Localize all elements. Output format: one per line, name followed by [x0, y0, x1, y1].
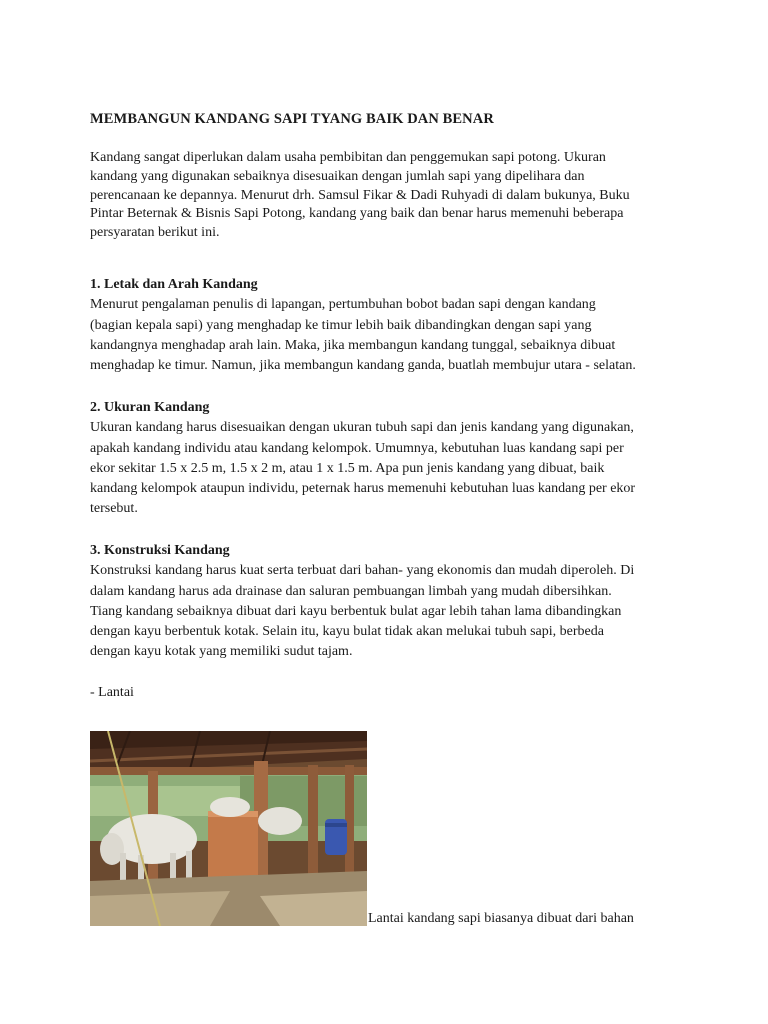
text-line: Pintar Beternak & Bisnis Sapi Potong, kandang yang baik dan benar harus memenuhi beberapa [90, 206, 624, 222]
text-line: tersebut. [90, 501, 138, 517]
text-line: kandangnya menghadap arah lain. Maka, jika membangun kandang tunggal, sebaiknya dibuat [90, 337, 616, 353]
text-line: dengan kayu berbentuk kotak. Selain itu, kayu bulat tidak akan melukai tubuh sapi, berbeda [90, 624, 604, 640]
text-line: Kandang sangat diperlukan dalam usaha pembibitan dan penggemukan sapi potong. Ukuran [90, 150, 606, 165]
text-line: Ukuran kandang harus disesuaikan dengan ukuran tubuh sapi dan jenis kandang yang digunakan, [90, 420, 634, 436]
text-line: dalam kandang harus ada drainase dan saluran pembuangan limbah yang mudah dibersihkan. [90, 583, 612, 599]
section-ukuran [90, 398, 690, 520]
section-letak-arah [90, 275, 690, 376]
section-konstruksi [90, 541, 690, 663]
text-line: (bagian kepala sapi) yang menghadap ke timur lebih baik dibandingkan dengan sapi yang [90, 317, 592, 333]
intro-paragraph [90, 149, 690, 243]
text-line: Tiang kandang sebaiknya dibuat dari kayu berbentuk bulat agar lebih tahan lama dibandingkan [90, 603, 622, 619]
text-line: Menurut pengalaman penulis di lapangan, pertumbuhan bobot badan sapi dengan kandang [90, 297, 596, 313]
text-line: persyaratan berikut ini. [90, 225, 220, 241]
section-heading: 1. Letak dan Arah Kandang [90, 277, 258, 292]
text-line: menghadap ke timur. Namun, jika membangun kandang ganda, buatlah membujur utara - selatan. [90, 358, 636, 374]
text-line: apakah kandang individu atau kandang kelompok. Umumnya, kebutuhan luas kandang sapi per [90, 440, 624, 456]
text-line: dengan kayu kotak yang memiliki sudut tajam. [90, 644, 353, 660]
text-line: ekor sekitar 1.5 x 2.5 m, 1.5 x 2 m, atau 1 x 1.5 m. Apa pun jenis kandang yang dibuat, baik [90, 460, 605, 476]
text-line: kandang kelompok ataupun individu, peternak harus memenuhi kebutuhan luas kandang per ekor [90, 481, 636, 497]
section-heading: 2. Ukuran Kandang [90, 400, 210, 415]
cattle-barn-photo [90, 731, 367, 926]
photo-caption: Lantai kandang sapi biasanya dibuat dari bahan [368, 911, 634, 926]
text-line: kandang yang digunakan sebaiknya disesuaikan dengan jumlah sapi yang dipelihara dan [90, 168, 585, 184]
document-title: MEMBANGUN KANDANG SAPI TYANG BAIK DAN BENAR [90, 111, 494, 127]
text-line: perencanaan ke depannya. Menurut drh. Samsul Fikar & Dadi Ruhyadi di dalam bukunya, Buku [90, 187, 630, 203]
subsection-label: - Lantai [90, 685, 134, 700]
text-line: Konstruksi kandang harus kuat serta terbuat dari bahan- yang ekonomis dan mudah diperoleh. Di [90, 563, 635, 579]
section-heading: 3. Konstruksi Kandang [90, 543, 230, 558]
